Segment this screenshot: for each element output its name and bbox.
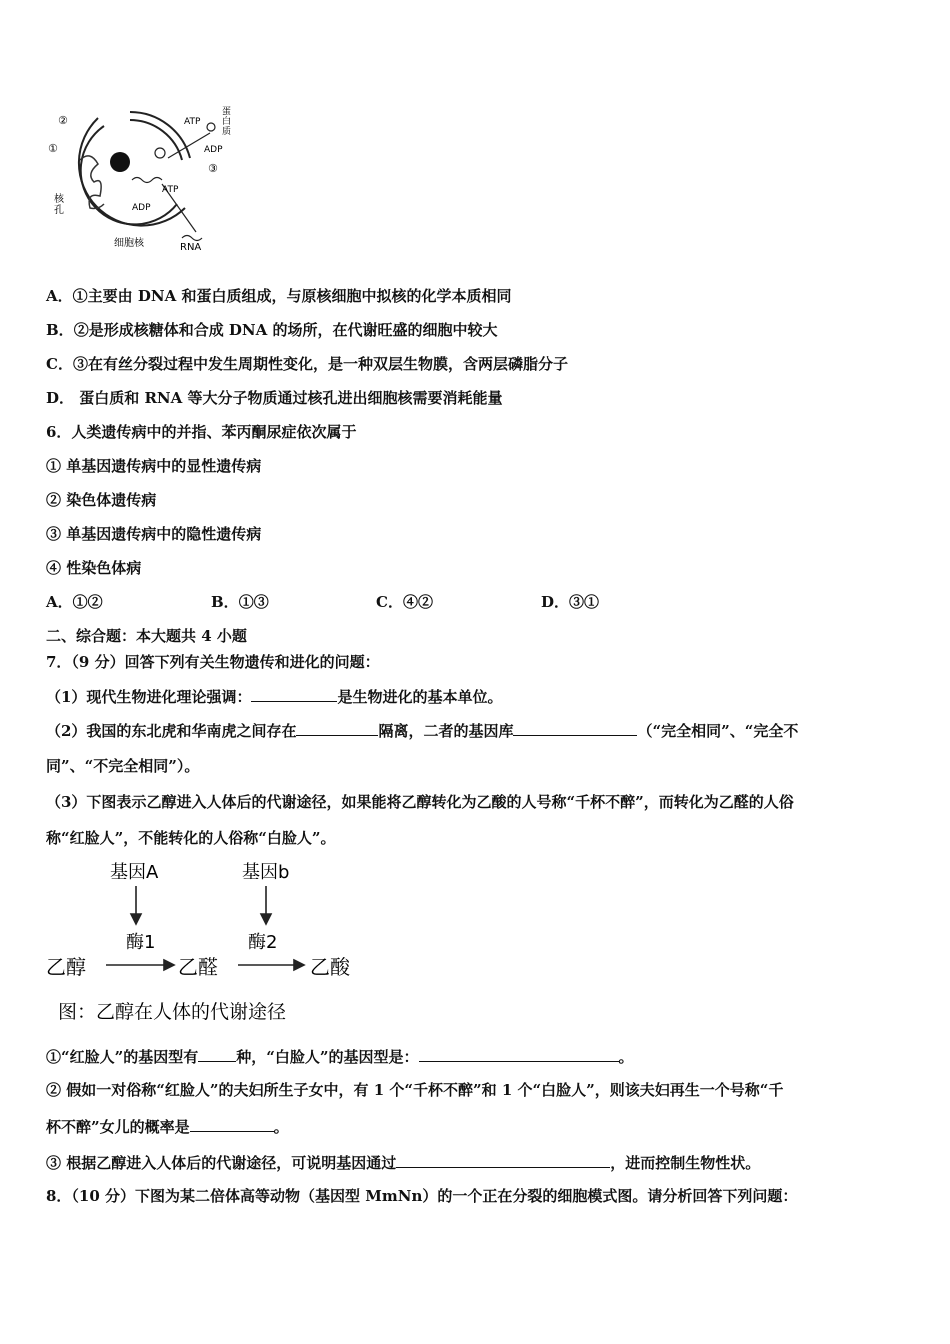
rna-label: RNA (180, 242, 202, 253)
label-3: ③ (208, 162, 218, 175)
q7-part2: （2）我国的东北虎和华南虎之间存在 隔离，二者的基因库 （“完全相同”、“完全不 (46, 722, 799, 740)
blank-gene-pool[interactable] (513, 720, 637, 736)
q6-choice-b: B．①③ (211, 593, 269, 611)
protein-label: 蛋白质 (222, 107, 232, 137)
q5-option-c: C．③在有丝分裂过程中发生周期性变化，是一种双层生物膜，含两层磷脂分子 (46, 355, 568, 373)
q7-sub2-line1: ② 假如一对俗称“红脸人”的夫妇所生子女中，有 1 个“千杯不醉”和 1 个“白脸人”，则该夫妇再生一个号称“千 (46, 1081, 784, 1099)
blank-isolation[interactable] (296, 720, 378, 736)
q7-sub1: ①“红脸人”的基因型有 种，“白脸人”的基因型是： 。 (46, 1048, 634, 1066)
gene-b-label: 基因b (242, 862, 290, 883)
blank-red-face-count[interactable] (198, 1046, 236, 1062)
ethanol-label: 乙醇 (46, 955, 86, 979)
q7-stem: 7．（9 分）回答下列有关生物遗传和进化的问题： (46, 653, 380, 671)
blank-gene-control[interactable] (396, 1152, 610, 1168)
acetic-acid-label: 乙酸 (310, 955, 350, 979)
q5-option-b: B．②是形成核糖体和合成 DNA 的场所，在代谢旺盛的细胞中较大 (46, 321, 498, 339)
q7-part3-line1: （3）下图表示乙醇进入人体后的代谢途径，如果能将乙醇转化为乙酸的人号称“千杯不醉”，而转化为乙醛的人俗 (46, 793, 794, 811)
blank-white-face-genotype[interactable] (419, 1046, 619, 1062)
acetaldehyde-label: 乙醛 (178, 955, 218, 979)
rna-strand (132, 178, 162, 183)
pathway-caption: 图：乙醇在人体的代谢途径 (58, 1001, 287, 1023)
adp-top: ADP (204, 145, 223, 155)
gene-a-label: 基因A (110, 862, 159, 883)
nucleus-structure-figure (40, 100, 260, 260)
section-title: 二、综合题：本大题共 4 小题 (46, 627, 247, 645)
nucleus-label: 细胞核 (114, 238, 144, 249)
q7-sub2-line2: 杯不醉”女儿的概率是 。 (46, 1118, 289, 1136)
label-2: ② (58, 114, 68, 127)
nucleolus (110, 152, 130, 172)
q6-item-3: ③ 单基因遗传病中的隐性遗传病 (46, 525, 262, 543)
q7-part3-line2: 称“红脸人”，不能转化的人俗称“白脸人”。 (46, 829, 336, 847)
q8-stem: 8．（10 分）下图为某二倍体高等动物（基因型 MmNn）的一个正在分裂的细胞模式图。请分析回答下列问题： (46, 1187, 798, 1205)
q6-item-2: ② 染色体遗传病 (46, 491, 157, 509)
blank-evolution-unit[interactable] (251, 686, 337, 702)
q7-part1: （1）现代生物进化理论强调： 是生物进化的基本单位。 (46, 688, 503, 706)
protein-molecule (155, 148, 165, 158)
q6-stem: 6．人类遗传病中的并指、苯丙酮尿症依次属于 (46, 423, 357, 441)
pore-label: 核孔 (54, 194, 64, 216)
q6-choice-a: A．①② (46, 593, 103, 611)
atp-top: ATP (184, 117, 201, 127)
q5-option-d: D． 蛋白质和 RNA 等大分子物质通过核孔进出细胞核需要消耗能量 (46, 389, 503, 407)
q6-choices (46, 592, 599, 612)
label-1: ① (48, 142, 58, 155)
q6-choice-c: C．④② (376, 593, 433, 611)
q7-part2-cont: 同”、“不完全相同”）。 (46, 757, 200, 775)
adp-mid: ADP (132, 203, 151, 213)
q7-sub3: ③ 根据乙醇进入人体后的代谢途径，可说明基因通过 ，进而控制生物性状。 (46, 1154, 761, 1172)
q6-item-1: ① 单基因遗传病中的显性遗传病 (46, 457, 262, 475)
q6-item-4: ④ 性染色体病 (46, 559, 142, 577)
enzyme2-label: 酶2 (248, 932, 278, 953)
q5-option-a: A．①主要由 DNA 和蛋白质组成，与原核细胞中拟核的化学本质相同 (46, 287, 512, 305)
blank-probability[interactable] (190, 1116, 274, 1132)
ethanol-pathway-figure (44, 852, 374, 1032)
atp-mid: ATP (162, 185, 179, 195)
enzyme1-label: 酶1 (126, 932, 156, 953)
gene-arrows (131, 886, 271, 924)
q6-choice-d: D．③① (541, 593, 600, 611)
